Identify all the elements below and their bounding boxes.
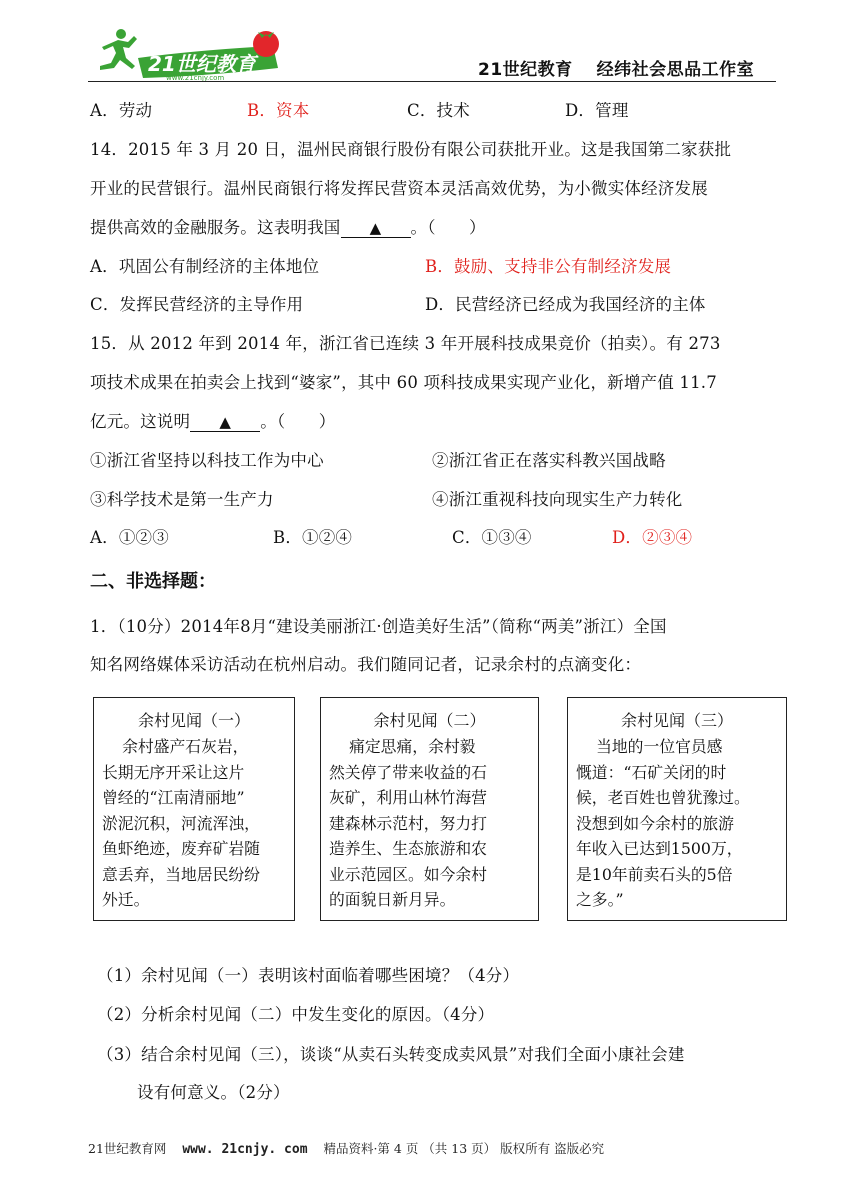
answer-blank: ▲: [190, 413, 260, 432]
q14-stem-line-3: 提供高效的金融服务。这表明我国 ▲ 。（ ）: [90, 218, 486, 237]
q14-stem-line-2: 开业的民营银行。温州民商银行将发挥民营资本灵活高效优势，为小微实体经济发展: [90, 179, 708, 198]
logo: [88, 22, 298, 82]
answer-blank: ▲: [341, 219, 411, 238]
q15-statement-2: ②浙江省正在落实科教兴国战略: [432, 451, 666, 470]
svg-text:www.21cnjy.com: www.21cnjy.com: [166, 74, 225, 82]
news-box-title: 余村见闻（三）: [620, 711, 733, 730]
q15-option-a: A．①②③: [90, 528, 169, 547]
sub-question-3-cont: 设有何意义。（2分）: [137, 1083, 290, 1102]
news-box-body: 痛定思痛，余村毅 然关停了带来收益的石 灰矿，利用山林竹海营 建森林示范村，努力打 造养生、生态旅游和农 业示范园区。如今余村 的面貌日新月异。: [329, 737, 487, 909]
q15-stem-line-2: 项技术成果在拍卖会上找到“婆家”，其中 60 项科技成果实现产业化，新增产值 11.7: [90, 373, 717, 392]
q14-option-d: D．民营经济已经成为我国经济的主体: [425, 295, 706, 314]
q13-option-c: C．技术: [407, 101, 470, 120]
q14-option-b: B．鼓励、支持非公有制经济发展: [425, 257, 672, 276]
q15-stem-line-1: 15．从 2012 年到 2014 年，浙江省已连续 3 年开展科技成果竞价（拍卖）。有 273: [90, 334, 721, 353]
news-box-2: [320, 697, 539, 921]
news-box-body: 当地的一位官员感 慨道：“石矿关闭的时 候，老百姓也曾犹豫过。 没想到如今余村的旅游 年收入已达到1500万， 是10年前卖石头的5倍 之多。”: [576, 737, 750, 909]
q1-stem-line-1: 1．（10分）2014年8月“建设美丽浙江·创造美好生活”（简称“两美”浙江）全国: [90, 617, 667, 636]
q15-option-d: D．②③④: [612, 528, 693, 547]
sub-question-3: （3）结合余村见闻（三），谈谈“从卖石头转变成卖风景”对我们全面小康社会建: [97, 1045, 685, 1064]
q13-option-d: D．管理: [565, 101, 629, 120]
q15-option-b: B．①②④: [273, 528, 353, 547]
q14-stem-line-1: 14．2015 年 3 月 20 日，温州民商银行股份有限公司获批开业。这是我国第二家获批: [90, 140, 732, 159]
news-box-title: 余村见闻（一）: [137, 711, 250, 730]
section-title: 二、非选择题：: [90, 571, 216, 592]
sub-question-2: （2）分析余村见闻（二）中发生变化的原因。（4分）: [97, 1005, 495, 1024]
q13-option-a: A．劳动: [90, 101, 153, 120]
q15-statement-3: ③科学技术是第一生产力: [90, 490, 274, 509]
footer: [88, 1139, 604, 1157]
news-box-body: 余村盛产石灰岩， 长期无序开采让这片 曾经的“江南清丽地” 淤泥沉积，河流浑浊， 鱼虾绝迹，废弃矿岩随 意丢弃，当地居民纷纷 外迁。: [102, 737, 260, 909]
runner-icon: [100, 29, 137, 70]
news-box-title: 余村见闻（二）: [373, 711, 486, 730]
sub-question-1: （1）余村见闻（一）表明该村面临着哪些困境？（4分）: [97, 966, 520, 985]
header-rule: [88, 81, 776, 82]
q13-option-b: B．资本: [247, 101, 310, 120]
q15-statement-1: ①浙江省坚持以科技工作为中心: [90, 451, 324, 470]
header-studio-title: 21世纪教育 经纬社会思品工作室: [478, 60, 755, 80]
q14-option-a: A．巩固公有制经济的主体地位: [90, 257, 320, 276]
footer-site: 21世纪教育网: [88, 1141, 167, 1156]
q1-stem-line-2: 知名网络媒体采访活动在杭州启动。我们随同记者，记录余村的点滴变化：: [90, 655, 642, 674]
footer-page-info: 精品资料·第 4 页 （共 13 页） 版权所有 盗版必究: [323, 1141, 605, 1156]
q14-option-c: C．发挥民营经济的主导作用: [90, 295, 304, 314]
q15-stem-line-3: 亿元。这说明 ▲ 。（ ）: [90, 412, 336, 431]
news-box-3: [567, 697, 787, 921]
news-box-1: [93, 697, 295, 921]
q15-statement-4: ④浙江重视科技向现实生产力转化: [432, 490, 683, 509]
q15-option-c: C．①③④: [452, 528, 532, 547]
tomato-icon: [253, 31, 279, 57]
svg-text:21世纪教育: 21世纪教育: [148, 52, 256, 76]
footer-url[interactable]: www. 21cnjy. com: [182, 1142, 308, 1157]
